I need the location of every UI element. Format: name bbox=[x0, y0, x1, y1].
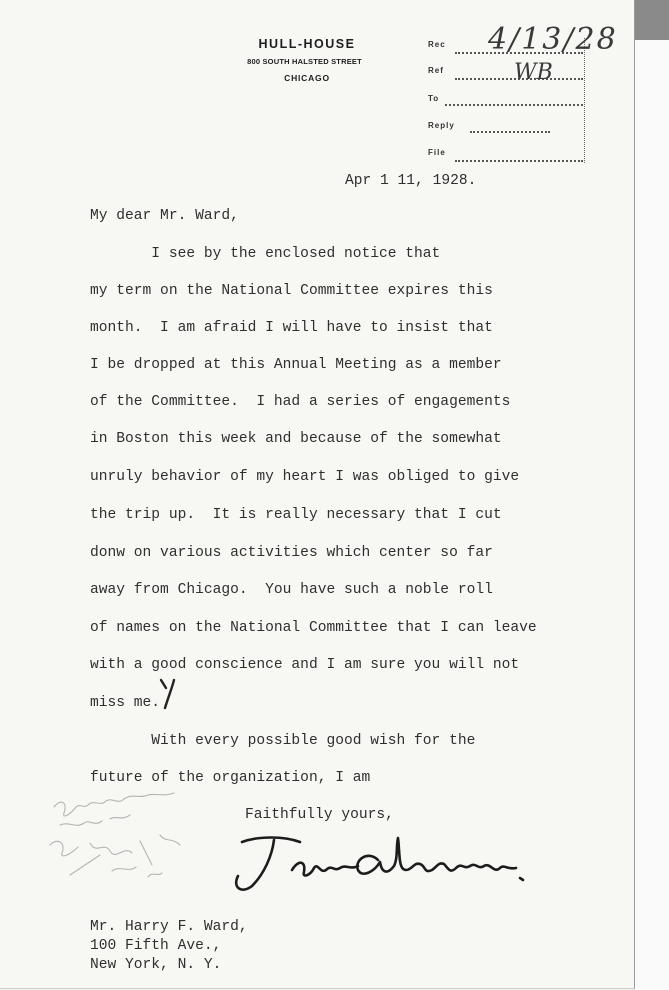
letter-date: Apr 1 11, 1928. bbox=[345, 173, 477, 189]
stamp-reply-line bbox=[470, 131, 550, 133]
stamp-to-line bbox=[445, 104, 583, 106]
letterhead-city: CHICAGO bbox=[284, 73, 330, 83]
letterhead-street: 800 SOUTH HALSTED STREET bbox=[247, 57, 362, 66]
letter-line: in Boston this week and because of the somewhat bbox=[90, 431, 502, 447]
stamp-reply-label: Reply bbox=[428, 121, 455, 130]
recipient-city: New York, N. Y. bbox=[90, 957, 222, 973]
recipient-street: 100 Fifth Ave., bbox=[90, 938, 222, 954]
letter-line: of names on the National Committee that I can leave bbox=[90, 620, 537, 636]
scan-corner-shadow bbox=[635, 0, 669, 40]
letter-line: future of the organization, I am bbox=[90, 770, 371, 786]
letter-line: the trip up. It is really necessary that I cut bbox=[90, 507, 502, 523]
handwritten-check-mark-icon bbox=[158, 678, 180, 710]
stamp-file-label: File bbox=[428, 148, 446, 157]
stamp-rec-handwritten-date: 4/13/28 bbox=[488, 22, 618, 57]
letter-line: unruly behavior of my heart I was obliged to give bbox=[90, 469, 520, 485]
letter-salutation: My dear Mr. Ward, bbox=[90, 208, 239, 224]
stamp-rec-label: Rec bbox=[428, 40, 446, 49]
faint-marginal-handwriting bbox=[40, 785, 200, 895]
stamp-file-line bbox=[455, 160, 583, 162]
recipient-name: Mr. Harry F. Ward, bbox=[90, 919, 248, 935]
stamp-ref-handwritten-initials: WB bbox=[514, 60, 553, 85]
letter-line: miss me. bbox=[90, 695, 161, 711]
letter-line: with a good conscience and I am sure you will not bbox=[90, 657, 520, 673]
letter-line: my term on the National Committee expires this bbox=[90, 283, 493, 299]
letterhead-title: HULL-HOUSE bbox=[258, 37, 356, 51]
letter-line: of the Committee. I had a series of engagements bbox=[90, 394, 511, 410]
letter-line: I be dropped at this Annual Meeting as a member bbox=[90, 357, 502, 373]
letter-line: away from Chicago. You have such a noble roll bbox=[90, 582, 493, 598]
handwritten-signature bbox=[228, 830, 528, 896]
letter-line: donw on various activities which center so far bbox=[90, 545, 493, 561]
letter-closing: Faithfully yours, bbox=[245, 807, 394, 823]
letter-line: With every possible good wish for the bbox=[90, 733, 476, 749]
stamp-ref-label: Ref bbox=[428, 66, 444, 75]
letter-line: month. I am afraid I will have to insist that bbox=[90, 320, 493, 336]
letter-line: I see by the enclosed notice that bbox=[90, 246, 441, 262]
stamp-to-label: To bbox=[428, 94, 440, 103]
page-edge bbox=[635, 40, 669, 990]
